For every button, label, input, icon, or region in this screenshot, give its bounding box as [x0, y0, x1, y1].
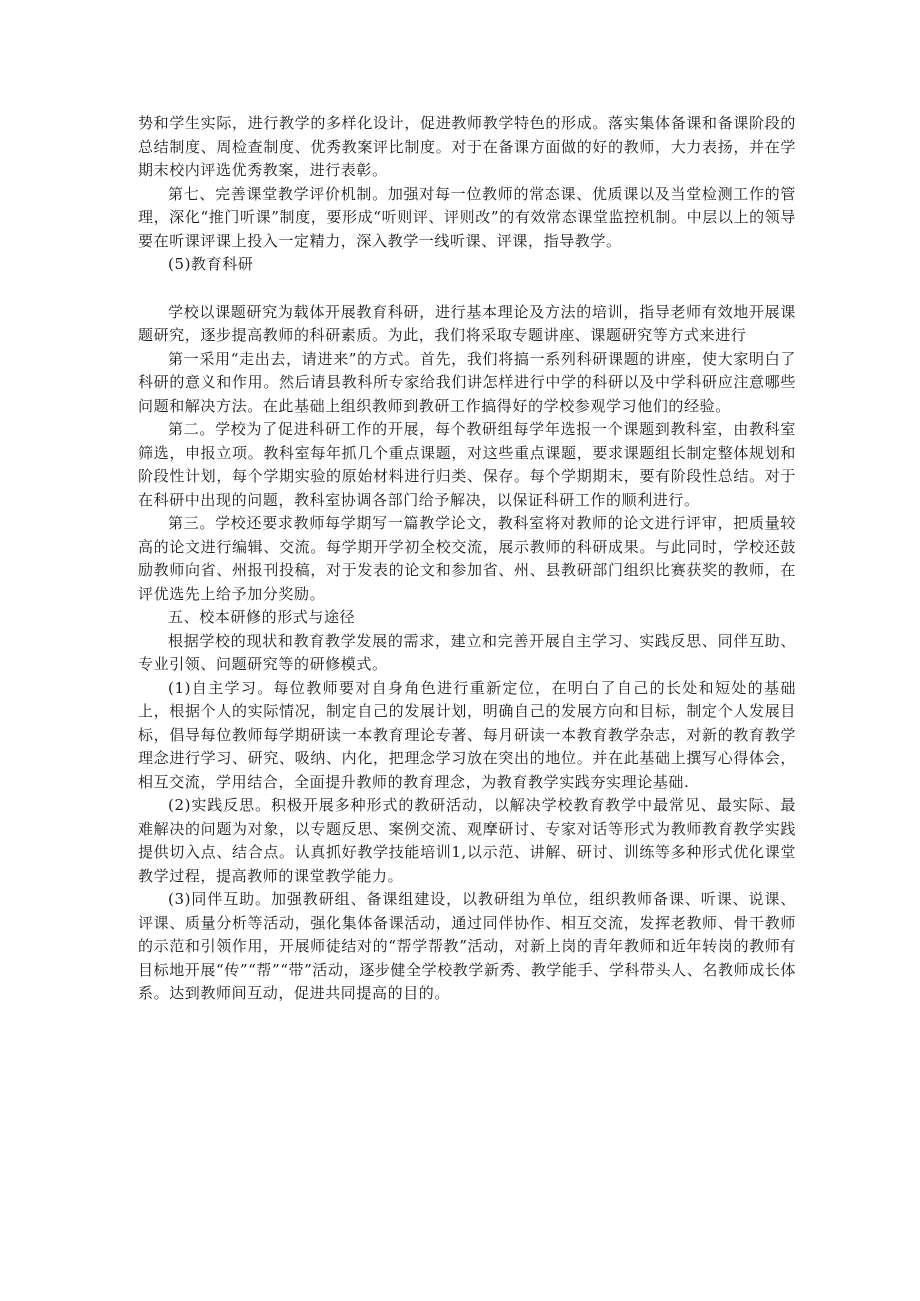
paragraph-first-approach: 第一采用“走出去，请进来”的方式。首先，我们将搞一系列科研课题的讲座，使大家明白了科研的意义和作用。然后请县教科所专家给我们讲怎样进行中学的科研以及中学科研应注意哪些问题和解决方法。在此基础上组织教师到教研工作搞得好的学校参观学习他们的经验。 [138, 349, 796, 415]
paragraph-seventh-point: 第七、完善课堂教学评价机制。加强对每一位教师的常态课、优质课以及当堂检测工作的管理，深化“推门听课”制度，要形成“听则评、评则改”的有效常态课堂监控机制。中层以上的领导要在听课评课上投入一定精力，深入教学一线听课、评课，指导教学。 [138, 184, 796, 250]
paragraph-third-approach: 第三。学校还要求教师每学期写一篇教学论文，教科室将对教师的论文进行评审，把质量较高的论文进行编辑、交流。每学期开学初全校交流，展示教师的科研成果。与此同时，学校还鼓励教师向省、州报刊投稿，对于发表的论文和参加省、州、县教研部门组织比赛获奖的教师，在评优选先上给予加分奖励。 [138, 514, 796, 603]
paragraph-continuation: 势和学生实际，进行教学的多样化设计，促进教师教学特色的形成。落实集体备课和备课阶段的总结制度、周检查制度、优秀教案评比制度。对于在备课方面做的好的教师，大力表扬，并在学期末校内评选优秀教案，进行表彰。 [138, 114, 796, 179]
paragraph-research-intro: 学校以课题研究为载体开展教育科研，进行基本理论及方法的培训，指导老师有效地开展课题研究，逐步提高教师的科研素质。为此，我们将采取专题讲座、课题研究等方式来进行 [138, 302, 796, 344]
blank-line [138, 277, 796, 301]
paragraph-peer-support: (3)同伴互助。加强教研组、备课组建设，以教研组为单位，组织教师备课、听课、说课、评课、质量分析等活动，强化集体备课活动，通过同伴协作、相互交流，发挥老教师、骨干教师的示范和引领作用，开展师徒结对的“帮学帮教”活动，对新上岗的青年教师和近年转岗的教师有目标地开展“传”“帮”“带”活动，逐步健全学校教学新秀、教学能手、学科带头人、名教师成长体系。达到教师间互动，促进共同提高的目的。 [138, 890, 797, 1002]
paragraph-second-approach: 第二。学校为了促进科研工作的开展，每个教研组每学年选报一个课题到教科室，由教科室筛选，申报立项。教科室每年抓几个重点课题，对这些重点课题，要求课题组长制定整体规划和阶段性计划，每个学期实验的原始材料进行归类、保存。每个学期期末，要有阶段性总结。对于在科研中出现的问题，教科室协调各部门给予解决，以保证科研工作的顺利进行。 [138, 420, 796, 509]
paragraph-self-study: (1)自主学习。每位教师要对自身角色进行重新定位，在明白了自己的长处和短处的基础上，根据个人的实际情况，制定自己的发展计划，明确自己的发展方向和目标，制定个人发展目标，倡导每位教师每学期研读一本教育理论专著、每月研读一本教育教学杂志，对新的教育教学理念进行学习、研究、吸纳、内化，把理念学习放在突出的地位。并在此基础上撰写心得体会，相互交流，学用结合，全面提升教师的教育理念，为教育教学实践夯实理论基础. [138, 678, 796, 791]
section-heading-education-research: (5)教育科研 [168, 255, 254, 273]
paragraph-training-model: 根据学校的现状和教育教学发展的需求，建立和完善开展自主学习、实践反思、同伴互助、专业引领、问题研究等的研修模式。 [138, 631, 796, 673]
paragraph-practice-reflection: (2)实践反思。积极开展多种形式的教研活动，以解决学校教育教学中最常见、最实际、最难解决的问题为对象，以专题反思、案例交流、观摩研讨、专家对话等形式为教师教育教学实践提供切入点、结合点。认真抓好教学技能培训1,以示范、讲解、研讨、训练等多种形式优化课堂教学过程，提高教师的课堂教学能力。 [138, 796, 796, 885]
section-heading-five: 五、校本研修的形式与途径 [168, 608, 356, 626]
document-page [138, 112, 796, 1006]
